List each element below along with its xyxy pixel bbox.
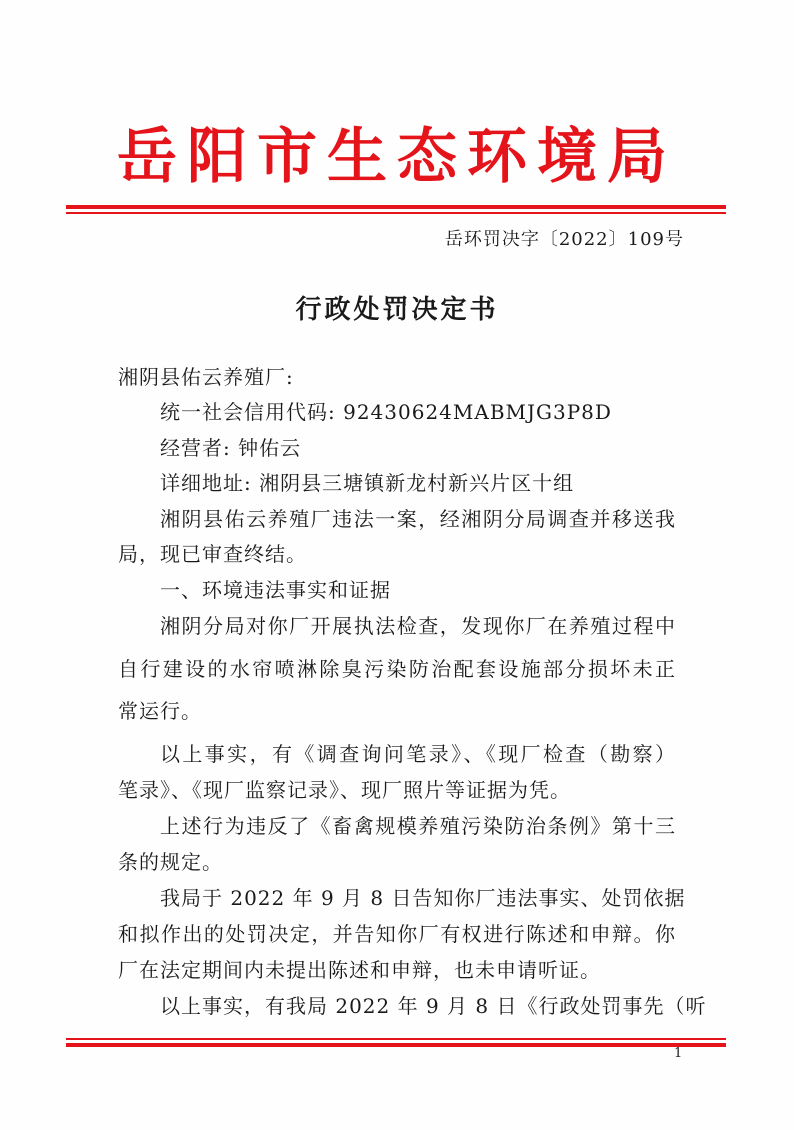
violation-line: 条的规定。 xyxy=(118,850,223,874)
credit-code-line: 统一社会信用代码: 92430624MABMJG3P8D xyxy=(160,400,612,424)
footer-rule-thin xyxy=(66,1038,726,1040)
intro-line: 局，现已审查终结。 xyxy=(118,542,307,566)
document-number: 岳环罚决字〔2022〕109号 xyxy=(444,229,684,250)
footer-rule-thick xyxy=(66,1043,726,1047)
address-line: 详细地址: 湘阴县三塘镇新龙村新兴片区十组 xyxy=(160,471,575,495)
fact-line: 湘阴分局对你厂开展执法检查，发现你厂在养殖过程中 xyxy=(160,614,676,638)
evidence-line: 笔录》、《现厂监察记录》、现厂照片等证据为凭。 xyxy=(118,778,571,802)
fact-line: 常运行。 xyxy=(118,699,202,723)
notice-line: 厂在法定期间内未提出陈述和申辩，也未申请听证。 xyxy=(118,958,601,982)
continued-line: 以上事实，有我局 2022 年 9 月 8 日《行政处罚事先（听 xyxy=(160,994,707,1018)
recipient-name: 湘阴县佑云养殖厂: xyxy=(118,365,294,389)
evidence-line: 以上事实，有《调查询问笔录》、《现厂检查（勘察） xyxy=(160,742,676,766)
header-rule-thick xyxy=(66,205,726,209)
fact-line: 自行建设的水帘喷淋除臭污染防治配套设施部分损坏未正 xyxy=(118,657,676,681)
header-rule-thin xyxy=(66,212,726,214)
notice-line: 我局于 2022 年 9 月 8 日告知你厂违法事实、处罚依据 xyxy=(160,886,686,910)
violation-line: 上述行为违反了《畜禽规模养殖污染防治条例》第十三 xyxy=(160,814,676,838)
agency-masthead: 岳阳市生态环境局 xyxy=(117,122,677,192)
intro-line: 湘阴县佑云养殖厂违法一案，经湘阴分局调查并移送我 xyxy=(160,507,676,531)
document-title: 行政处罚决定书 xyxy=(295,295,499,325)
page-number: 1 xyxy=(674,1046,683,1061)
notice-line: 和拟作出的处罚决定，并告知你厂有权进行陈述和申辩。你 xyxy=(118,922,676,946)
section-heading: 一、环境违法事实和证据 xyxy=(160,578,391,602)
operator-line: 经营者: 钟佑云 xyxy=(160,436,302,460)
